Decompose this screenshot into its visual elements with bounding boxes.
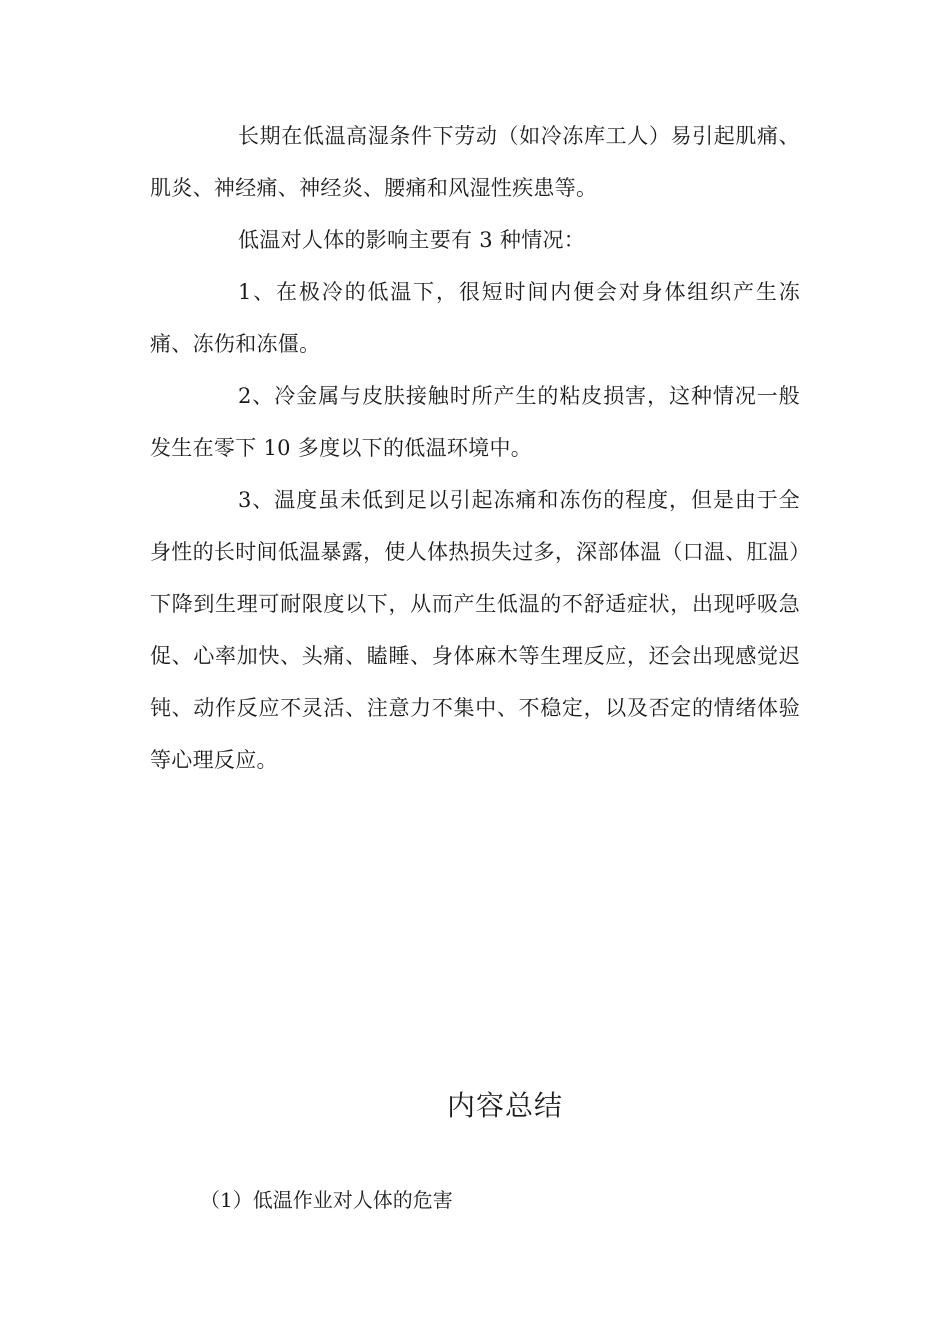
paragraph-cold-humid-labor: 长期在低温高湿条件下劳动（如冷冻库工人）易引起肌痛、肌炎、神经痛、神经炎、腰痛和风湿性疾患等。 <box>150 124 800 200</box>
paragraph-three-situations: 低温对人体的影响主要有 3 种情况： <box>238 228 586 252</box>
body-text <box>150 110 800 786</box>
summary-item: （1）低温作业对人体的危害 <box>200 1188 453 1212</box>
paragraph-situation-2: 2、冷金属与皮肤接触时所产生的粘皮损害，这种情况一般发生在零下 10 多度以下的低温环境中。 <box>150 384 800 460</box>
summary-title: 内容总结 <box>446 1089 563 1122</box>
paragraph-situation-3: 3、温度虽未低到足以引起冻痛和冻伤的程度，但是由于全身性的长时间低温暴露，使人体热损失过多，深部体温（口温、肛温）下降到生理可耐限度以下，从而产生低温的不舒适症状，出现呼吸急促、心率加快、头痛、瞌睡、身体麻木等生理反应，还会出现感觉迟钝、动作反应不灵活、注意力不集中、不稳定，以及否定的情绪体验等心理反应。 <box>150 488 800 772</box>
paragraph-situation-1: 1、在极冷的低温下，很短时间内便会对身体组织产生冻痛、冻伤和冻僵。 <box>150 280 800 356</box>
